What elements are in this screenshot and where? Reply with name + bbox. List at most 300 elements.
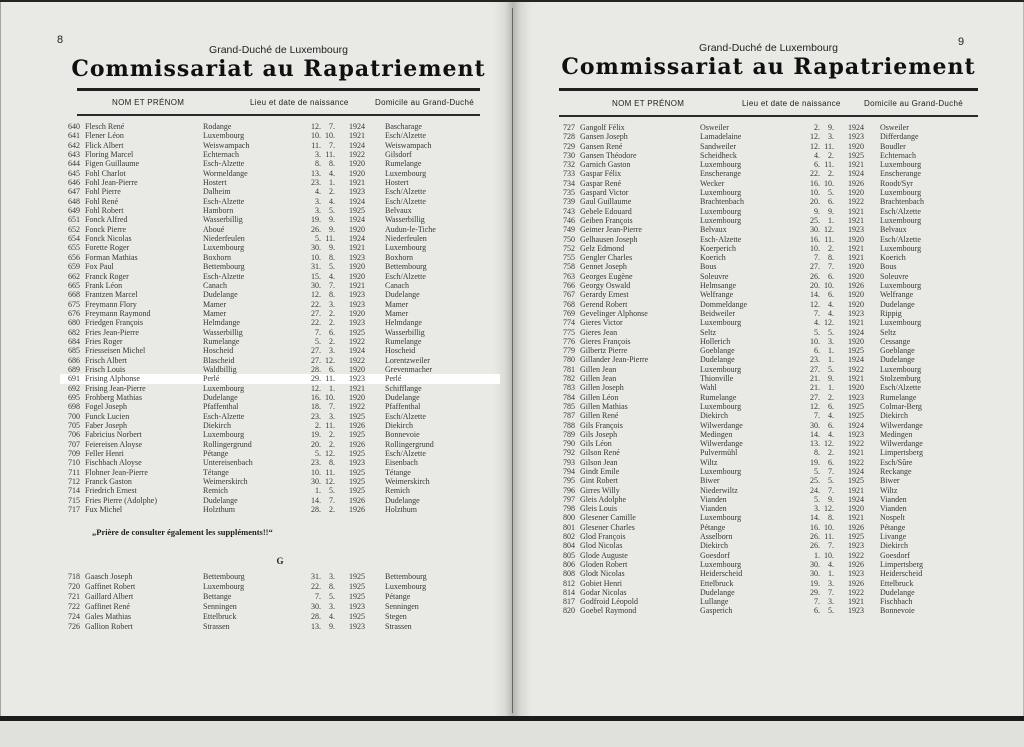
cell-dom: Reckange xyxy=(880,466,912,476)
cell-dm: 1. xyxy=(329,178,335,188)
cell-dd: 3. xyxy=(315,206,321,216)
cell-place: Weiswampach xyxy=(203,140,250,150)
cell-dy: 1923 xyxy=(848,569,864,579)
table-row xyxy=(60,449,500,458)
cell-dd: 20. xyxy=(810,197,820,207)
cell-num: 722 xyxy=(68,601,80,611)
cell-num: 706 xyxy=(68,430,80,440)
cell-num: 804 xyxy=(563,541,575,551)
cell-place: Bous xyxy=(700,262,717,272)
cell-place: Gasperich xyxy=(700,606,733,616)
cell-num: 749 xyxy=(563,225,575,235)
cell-dom: Senningen xyxy=(385,601,419,611)
cell-place: Esch-Alzette xyxy=(203,196,245,206)
cell-num: 692 xyxy=(68,383,80,393)
cell-dd: 23. xyxy=(311,411,321,421)
cell-dm: 3. xyxy=(329,299,335,309)
cell-dd: 7. xyxy=(814,597,820,607)
cell-num: 643 xyxy=(68,150,80,160)
table-row xyxy=(553,337,998,346)
cell-dom: Bous xyxy=(880,262,897,272)
cell-dy: 1921 xyxy=(349,243,365,253)
cell-dom: Esch/Alzette xyxy=(880,383,921,393)
cell-dm: 2. xyxy=(828,243,834,253)
table-row xyxy=(60,281,500,290)
cell-name: Floring Marcel xyxy=(85,150,134,160)
cell-dy: 1925 xyxy=(848,411,864,421)
cell-dy: 1925 xyxy=(349,467,365,477)
cell-dy: 1925 xyxy=(349,477,365,487)
cell-dom: Heiderscheid xyxy=(880,569,923,579)
cell-dd: 14. xyxy=(810,290,820,300)
cell-num: 795 xyxy=(563,476,575,486)
cell-num: 758 xyxy=(563,262,575,272)
cell-dd: 19. xyxy=(311,215,321,225)
cell-dy: 1924 xyxy=(349,196,365,206)
cell-place: Weimerskirch xyxy=(203,477,248,487)
cell-dm: 9. xyxy=(329,621,335,631)
cell-place: Wasserbillig xyxy=(203,327,243,337)
cell-dm: 1. xyxy=(828,383,834,393)
cell-num: 806 xyxy=(563,559,575,569)
cell-dd: 8. xyxy=(814,448,820,458)
cell-dy: 1922 xyxy=(349,150,365,160)
cell-dom: Luxembourg xyxy=(385,168,427,178)
table-row xyxy=(60,262,500,271)
cell-place: Holzthum xyxy=(203,505,235,515)
cell-dom: Esch/Alzette xyxy=(385,131,426,141)
cell-dom: Esch/Alzette xyxy=(880,234,921,244)
cell-name: Glod Nicolas xyxy=(580,541,623,551)
cell-place: Rumelange xyxy=(203,336,240,346)
cell-dom: Tétange xyxy=(385,467,411,477)
cell-name: Gilson René xyxy=(580,448,620,458)
table-row xyxy=(553,374,998,383)
cell-name: Fries Pierre (Adolphe) xyxy=(85,495,157,505)
cell-dm: 3. xyxy=(329,411,335,421)
table-row xyxy=(553,123,998,132)
cell-dom: Dudelange xyxy=(385,290,420,300)
cell-dd: 30. xyxy=(810,569,820,579)
cell-place: Echternach xyxy=(203,150,239,160)
cell-name: Frohberg Mathias xyxy=(85,392,142,402)
cell-place: Koerperich xyxy=(700,243,736,253)
cell-dd: 20. xyxy=(311,439,321,449)
cell-num: 647 xyxy=(68,187,80,197)
cell-dd: 3. xyxy=(814,504,820,514)
table-row xyxy=(553,346,998,355)
cell-dy: 1923 xyxy=(349,252,365,262)
cell-num: 750 xyxy=(563,234,575,244)
cell-dm: 4. xyxy=(329,611,335,621)
cell-place: Hoscheid xyxy=(203,346,234,356)
cell-name: Gillen Joseph xyxy=(580,383,624,393)
cell-dd: 8. xyxy=(315,159,321,169)
cell-dm: 1. xyxy=(828,346,834,356)
cell-name: Gillen Jean xyxy=(580,374,617,384)
table-row xyxy=(60,374,500,383)
cell-dy: 1926 xyxy=(848,522,864,532)
table-row xyxy=(553,365,998,374)
cell-dd: 30. xyxy=(810,559,820,569)
cell-dom: Dudelange xyxy=(385,495,420,505)
table-row xyxy=(553,569,998,578)
cell-dom: Biwer xyxy=(880,476,900,486)
cell-dm: 4. xyxy=(828,411,834,421)
cell-dom: Strassen xyxy=(385,621,412,631)
cell-place: Bettange xyxy=(203,591,232,601)
table-row xyxy=(60,141,500,150)
cell-dom: Stolzemburg xyxy=(880,374,921,384)
cell-place: Pulvermühl xyxy=(700,448,738,458)
cell-dy: 1926 xyxy=(349,439,365,449)
table-row xyxy=(553,411,998,420)
cell-dy: 1923 xyxy=(349,601,365,611)
cell-dd: 16. xyxy=(810,178,820,188)
cell-num: 782 xyxy=(563,374,575,384)
cell-name: Feller Henri xyxy=(85,449,124,459)
cell-place: Aboué xyxy=(203,224,225,234)
table-row xyxy=(60,178,500,187)
cell-dom: Enscherange xyxy=(880,169,921,179)
table-row xyxy=(60,430,500,439)
cell-dy: 1925 xyxy=(848,401,864,411)
cell-num: 682 xyxy=(68,327,80,337)
table-row xyxy=(60,622,500,632)
cell-name: Gobiet Henri xyxy=(580,578,622,588)
cell-dy: 1920 xyxy=(349,168,365,178)
cell-dom: Esch/Alzette xyxy=(385,411,426,421)
cell-name: Gaillard Albert xyxy=(85,591,134,601)
cell-dm: 10. xyxy=(824,522,834,532)
cell-dy: 1920 xyxy=(349,262,365,272)
cell-dm: 5. xyxy=(828,327,834,337)
cell-num: 705 xyxy=(68,421,80,430)
cell-dd: 23. xyxy=(810,355,820,365)
cell-place: Rollingergrund xyxy=(203,439,252,449)
cell-dy: 1921 xyxy=(848,206,864,216)
cell-name: Glode Auguste xyxy=(580,550,628,560)
cell-dd: 26. xyxy=(311,224,321,234)
table-row xyxy=(553,393,998,402)
cell-dd: 22. xyxy=(311,318,321,328)
cell-name: Forman Mathias xyxy=(85,252,138,262)
cell-place: Esch-Alzette xyxy=(203,411,245,421)
cell-num: 659 xyxy=(68,262,80,272)
cell-dom: Bascharage xyxy=(385,122,422,131)
table-row xyxy=(553,318,998,327)
cell-dom: Dudelange xyxy=(385,392,420,402)
cell-name: Glod François xyxy=(580,532,626,542)
cell-place: Ettelbruck xyxy=(700,578,734,588)
cell-dm: 3. xyxy=(828,578,834,588)
table-row xyxy=(60,572,500,582)
cell-name: Gengler Charles xyxy=(580,253,633,263)
table-row xyxy=(60,300,500,309)
cell-dom: Dudelange xyxy=(880,587,915,597)
cell-dom: Diekirch xyxy=(385,421,413,430)
cell-name: Forette Roger xyxy=(85,243,130,253)
cell-dom: Remich xyxy=(385,486,410,496)
table-row xyxy=(60,337,500,346)
cell-dm: 10. xyxy=(824,281,834,291)
table-row xyxy=(60,440,500,449)
cell-dom: Eisenbach xyxy=(385,458,418,468)
cell-num: 789 xyxy=(563,429,575,439)
cell-name: Gillen René xyxy=(580,411,619,421)
cell-dd: 27. xyxy=(311,346,321,356)
cell-dd: 21. xyxy=(810,383,820,393)
cell-num: 711 xyxy=(68,467,80,477)
table-row xyxy=(553,188,998,197)
cell-place: Rodange xyxy=(203,122,232,131)
table-row xyxy=(553,467,998,476)
cell-place: Wilwerdange xyxy=(700,439,743,449)
cell-dm: 9. xyxy=(329,224,335,234)
cell-name: Frisch Albert xyxy=(85,355,127,365)
cell-num: 781 xyxy=(563,364,575,374)
cell-dd: 31. xyxy=(311,262,321,272)
cell-name: Gelz Edmond xyxy=(580,243,625,253)
table-row xyxy=(553,225,998,234)
cell-dd: 15. xyxy=(311,271,321,281)
cell-dy: 1920 xyxy=(848,188,864,198)
cell-dd: 4. xyxy=(315,187,321,197)
cell-place: Blascheid xyxy=(203,355,235,365)
cell-name: Fonck Nicolas xyxy=(85,234,132,244)
cell-name: Gaspar René xyxy=(580,178,622,188)
cell-dom: Weiswampach xyxy=(385,140,432,150)
cell-name: Gaffinet René xyxy=(85,601,130,611)
cell-num: 726 xyxy=(68,621,80,631)
cell-dom: Mamer xyxy=(385,308,409,318)
cell-num: 718 xyxy=(68,572,80,581)
cell-dd: 22. xyxy=(311,581,321,591)
cell-dd: 14. xyxy=(810,429,820,439)
cell-num: 730 xyxy=(563,150,575,160)
cell-name: Fohl Jean-Pierre xyxy=(85,178,138,188)
cell-dm: 9. xyxy=(828,494,834,504)
cell-dom: Colmar-Berg xyxy=(880,401,922,411)
cell-place: Mamer xyxy=(203,308,227,318)
cell-place: Helmdange xyxy=(203,318,240,328)
cell-num: 752 xyxy=(563,243,575,253)
cell-name: Figen Guillaume xyxy=(85,159,139,169)
cell-dy: 1920 xyxy=(349,364,365,374)
table-row xyxy=(553,151,998,160)
cell-dm: 12. xyxy=(824,318,834,328)
cell-dm: 8. xyxy=(828,253,834,263)
cell-dy: 1921 xyxy=(848,318,864,328)
cell-num: 717 xyxy=(68,505,80,515)
cell-dom: Hoscheid xyxy=(385,346,416,356)
table-row xyxy=(553,281,998,290)
cell-num: 768 xyxy=(563,299,575,309)
cell-dm: 8. xyxy=(329,159,335,169)
cell-place: Osweiler xyxy=(700,123,729,132)
cell-num: 641 xyxy=(68,131,80,141)
table-row xyxy=(553,235,998,244)
cell-dm: 12. xyxy=(325,355,335,365)
cell-place: Tétange xyxy=(203,467,229,477)
cell-num: 792 xyxy=(563,448,575,458)
cell-dy: 1923 xyxy=(848,392,864,402)
cell-dy: 1920 xyxy=(848,504,864,514)
cell-place: Heiderscheid xyxy=(700,569,743,579)
table-row xyxy=(60,612,500,622)
cell-dy: 1923 xyxy=(848,541,864,551)
cell-dy: 1923 xyxy=(848,308,864,318)
cell-dd: 5. xyxy=(814,327,820,337)
table-right-g-section xyxy=(553,123,998,616)
cell-num: 767 xyxy=(563,290,575,300)
table-row xyxy=(553,458,998,467)
cell-dd: 3. xyxy=(315,150,321,160)
cell-dom: Esch/Alzette xyxy=(385,271,426,281)
cell-place: Enscherange xyxy=(700,169,741,179)
cell-name: Feiereisen Aloyse xyxy=(85,439,143,449)
cell-place: Dudelange xyxy=(203,290,238,300)
cell-dom: Hostert xyxy=(385,178,409,188)
cell-dom: Grevenmacher xyxy=(385,364,433,374)
table-row xyxy=(60,346,500,355)
cell-dom: Limpertsberg xyxy=(880,448,923,458)
table-row xyxy=(60,318,500,327)
cell-num: 785 xyxy=(563,401,575,411)
cell-dd: 30. xyxy=(311,601,321,611)
table-row xyxy=(60,477,500,486)
cell-dom: Luxembourg xyxy=(385,243,427,253)
cell-place: Hollerich xyxy=(700,336,731,346)
cell-dy: 1921 xyxy=(848,243,864,253)
cell-dom: Echternach xyxy=(880,150,916,160)
cell-dom: Stegen xyxy=(385,611,407,621)
table-row xyxy=(553,513,998,522)
cell-dd: 29. xyxy=(810,587,820,597)
cell-dom: Medingen xyxy=(880,429,913,439)
cell-dom: Rumelange xyxy=(880,392,917,402)
cell-place: Medingen xyxy=(700,429,733,439)
cell-dy: 1922 xyxy=(848,550,864,560)
cell-dom: Vianden xyxy=(880,504,907,514)
cell-name: Gevelinger Alphonse xyxy=(580,308,648,318)
cell-num: 800 xyxy=(563,513,575,523)
cell-place: Vianden xyxy=(700,494,727,504)
cell-num: 662 xyxy=(68,271,80,281)
cell-place: Dalheim xyxy=(203,187,231,197)
cell-dd: 2. xyxy=(814,123,820,132)
cell-dd: 5. xyxy=(315,336,321,346)
cell-place: Luxembourg xyxy=(700,318,742,328)
cell-dom: Pétange xyxy=(880,522,906,532)
cell-name: Fux Michel xyxy=(85,505,123,515)
cell-dm: 4. xyxy=(329,196,335,206)
cell-dm: 1. xyxy=(828,215,834,225)
cell-place: Vianden xyxy=(700,504,727,514)
cell-dd: 12. xyxy=(311,122,321,131)
cell-name: Fogel Joseph xyxy=(85,402,127,412)
cell-dom: Belvaux xyxy=(880,225,907,235)
cell-dd: 26. xyxy=(810,541,820,551)
table-row xyxy=(60,356,500,365)
cell-name: Gebele Edouard xyxy=(580,206,632,216)
cell-num: 787 xyxy=(563,411,575,421)
cell-dm: 8. xyxy=(329,458,335,468)
cell-dm: 6. xyxy=(828,271,834,281)
cell-num: 775 xyxy=(563,327,575,337)
cell-dom: Rollingergrund xyxy=(385,439,434,449)
cell-name: Fischbach Aloyse xyxy=(85,458,142,468)
cell-dom: Esch/Alzette xyxy=(385,187,426,197)
cell-dy: 1924 xyxy=(848,169,864,179)
cell-dm: 8. xyxy=(329,252,335,262)
cell-dom: Wilwerdange xyxy=(880,439,923,449)
cell-name: Gansen René xyxy=(580,141,623,151)
cell-name: Gieres Jean xyxy=(580,327,618,337)
cell-dd: 12. xyxy=(810,299,820,309)
cell-name: Flesch René xyxy=(85,122,125,131)
column-header-birth-right: Lieu et date de naissance xyxy=(742,99,841,108)
cell-dm: 5. xyxy=(329,591,335,601)
cell-place: Seltz xyxy=(700,327,716,337)
cell-dm: 3. xyxy=(329,346,335,356)
cell-dy: 1920 xyxy=(349,392,365,402)
cell-dm: 12. xyxy=(824,439,834,449)
table-row xyxy=(553,383,998,392)
cell-place: Lullange xyxy=(700,597,729,607)
cell-place: Luxembourg xyxy=(700,401,742,411)
region-header-right: Grand-Duché de Luxembourg xyxy=(699,42,838,54)
cell-place: Goeblange xyxy=(700,346,735,356)
cell-dom: Schifflange xyxy=(385,383,422,393)
cell-dm: 10. xyxy=(325,131,335,141)
cell-dom: Differdange xyxy=(880,132,919,142)
cell-place: Helmsange xyxy=(700,281,736,291)
table-row xyxy=(553,132,998,141)
cell-dy: 1923 xyxy=(349,374,365,384)
cell-dm: 9. xyxy=(329,243,335,253)
page-number-right: 9 xyxy=(958,36,965,48)
cell-dm: 1. xyxy=(828,355,834,365)
table-row xyxy=(553,244,998,253)
cell-dy: 1921 xyxy=(848,160,864,170)
cell-dom: Dudelange xyxy=(880,355,915,365)
cell-dd: 22. xyxy=(810,169,820,179)
cell-dom: Mamer xyxy=(385,299,409,309)
cell-dom: Esch/Alzette xyxy=(385,196,426,206)
cell-dm: 7. xyxy=(329,402,335,412)
cell-place: Senningen xyxy=(203,601,237,611)
cell-place: Luxembourg xyxy=(700,364,742,374)
table-row xyxy=(553,541,998,550)
table-row xyxy=(553,328,998,337)
cell-dm: 2. xyxy=(828,150,834,160)
cell-dy: 1920 xyxy=(349,271,365,281)
cell-dd: 14. xyxy=(311,495,321,505)
cell-dm: 9. xyxy=(828,374,834,384)
cell-dy: 1926 xyxy=(848,578,864,588)
cell-name: Gaffinet Robert xyxy=(85,581,136,591)
cell-dm: 6. xyxy=(828,457,834,467)
cell-dy: 1924 xyxy=(349,140,365,150)
cell-dom: Holzthum xyxy=(385,505,417,515)
cell-dd: 30. xyxy=(311,280,321,290)
cell-num: 648 xyxy=(68,196,80,206)
cell-name: Gallion Robert xyxy=(85,621,133,631)
cell-dy: 1920 xyxy=(349,308,365,318)
cell-dm: 3. xyxy=(329,572,335,581)
cell-dy: 1926 xyxy=(848,281,864,291)
